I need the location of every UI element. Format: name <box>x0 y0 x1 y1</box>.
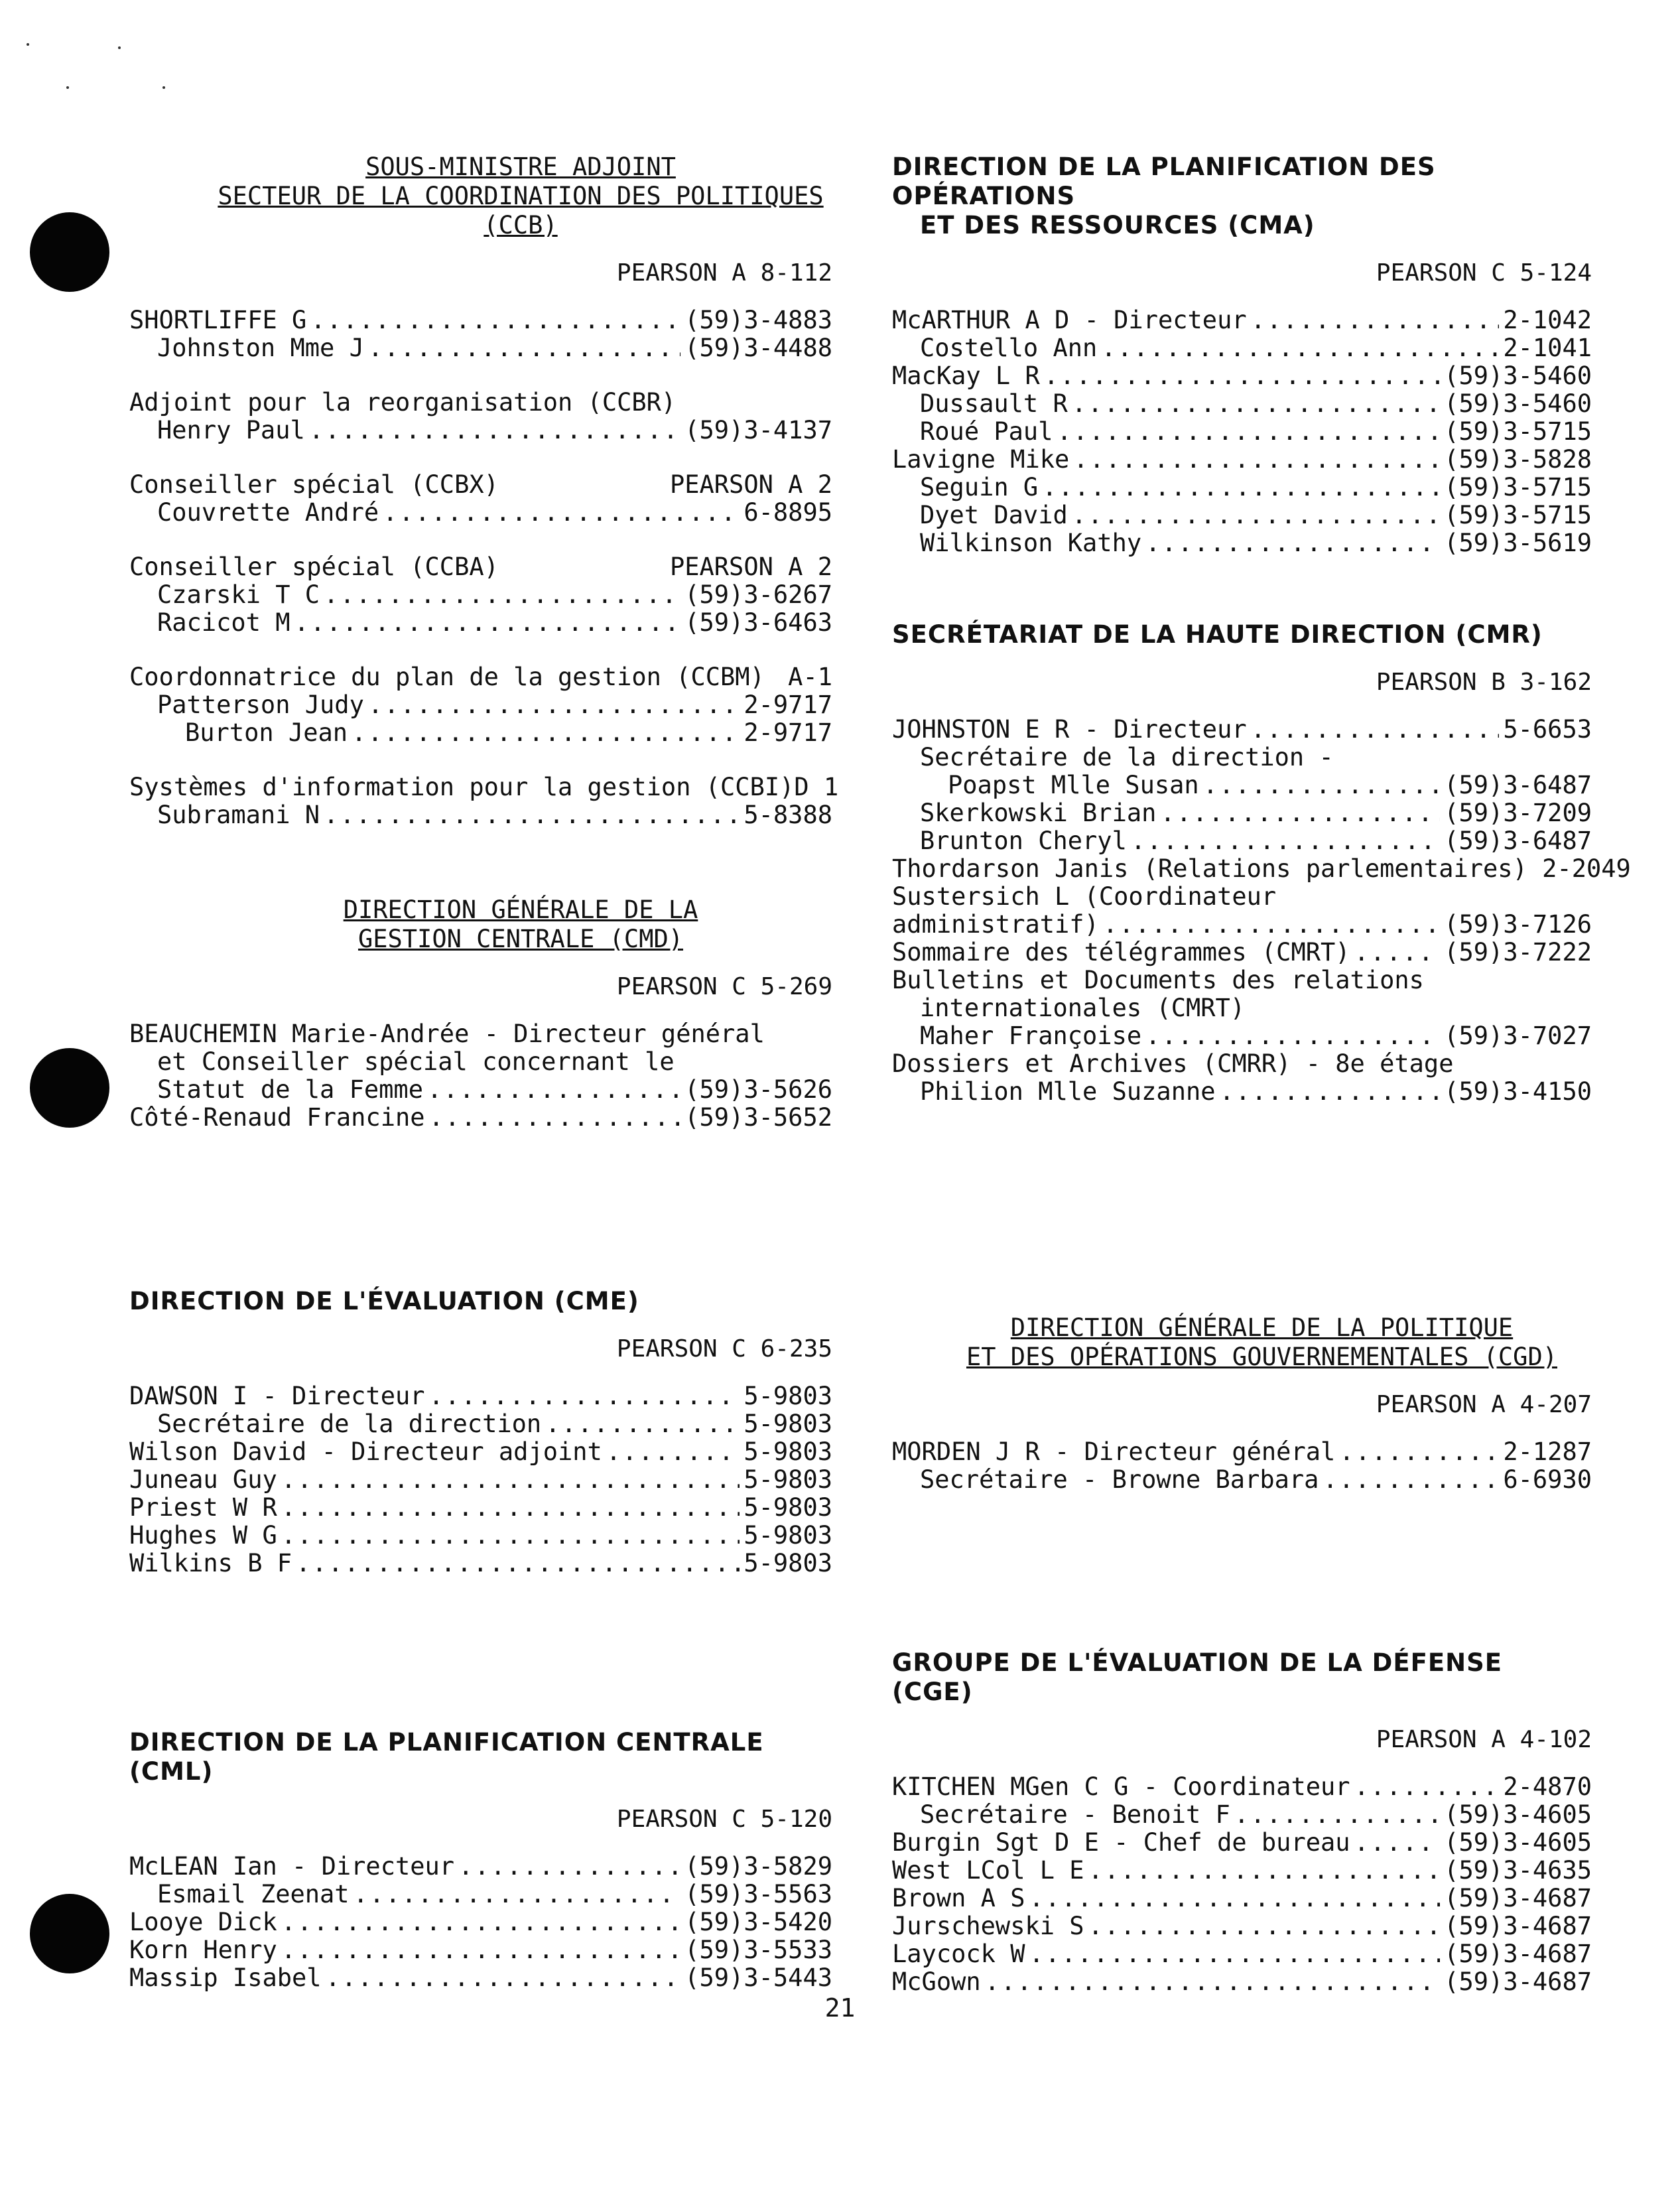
list-item: Laycock W ..... (59)3-4687 <box>892 1940 1592 1968</box>
list-item: McARTHUR A D - Directeur ..... 2-1042 <box>892 306 1592 334</box>
location: PEARSON B 3-162 <box>1376 669 1592 696</box>
page-number: 21 <box>824 1993 856 2023</box>
list-item: Looye Dick ..... (59)3-5420 <box>129 1908 832 1936</box>
section-cmr <box>892 620 1631 1106</box>
list-item: Couvrette André ..... 6-8895 <box>129 499 832 527</box>
location: PEARSON C 5-269 <box>616 973 832 1000</box>
section-title: SECTEUR DE LA COORDINATION DES POLITIQUES (CCB) <box>218 182 824 239</box>
section-ccb <box>129 153 839 829</box>
list-item: Jurschewski S ..... (59)3-4687 <box>892 1912 1592 1940</box>
list-item: Brown A S ..... (59)3-4687 <box>892 1885 1592 1912</box>
unit-label: Systèmes d'information pour la gestion (CCBI) D 1 <box>129 773 839 801</box>
list-item: MORDEN J R - Directeur général ..... 2-1287 <box>892 1438 1592 1466</box>
list-item: Dussault R ..... (59)3-5460 <box>892 390 1592 418</box>
unit-label: Adjoint pour la reorganisation (CCBR) <box>129 388 677 417</box>
list-item: Burgin Sgt D E - Chef de bureau ..... (59)3-4605 <box>892 1829 1592 1857</box>
unit-label: internationales (CMRT) <box>920 994 1246 1022</box>
scan-speck <box>66 86 69 89</box>
list-item: Brunton Cheryl ..... (59)3-6487 <box>892 827 1592 855</box>
list-item: Secrétaire - Browne Barbara ..... 6-6930 <box>892 1466 1592 1494</box>
scan-speck <box>162 86 165 89</box>
list-item: Seguin G ..... (59)3-5715 <box>892 474 1592 501</box>
list-item: Henry Paul ..... (59)3-4137 <box>129 417 832 444</box>
list-item: Massip Isabel ..... (59)3-5443 <box>129 1964 832 1992</box>
section-title: SOUS-MINISTRE ADJOINT <box>365 153 676 181</box>
unit-label: Conseiller spécial (CCBX) PEARSON A 2 <box>129 470 832 499</box>
list-item: McLEAN Ian - Directeur ..... (59)3-5829 <box>129 1853 832 1881</box>
section-title: DIRECTION DE L'ÉVALUATION (CME) <box>129 1287 639 1315</box>
list-item: Racicot M ..... (59)3-6463 <box>129 609 832 637</box>
list-item: Secrétaire de la direction - <box>920 743 1334 771</box>
section-title: GROUPE DE L'ÉVALUATION DE LA DÉFENSE (CGE) <box>892 1648 1503 1706</box>
list-item: McGown ..... (59)3-4687 <box>892 1968 1592 1996</box>
section-title: ET DES OPÉRATIONS GOUVERNEMENTALES (CGD) <box>966 1343 1558 1371</box>
section-cma <box>892 153 1592 557</box>
section-cge <box>892 1648 1592 1996</box>
list-item: Skerkowski Brian ..... (59)3-7209 <box>892 799 1592 827</box>
list-item: Priest W R ..... 5-9803 <box>129 1494 832 1522</box>
list-item: BEAUCHEMIN Marie-Andrée - Directeur général <box>129 1020 765 1048</box>
list-item: Secrétaire - Benoit F ..... (59)3-4605 <box>892 1801 1592 1829</box>
list-item: Patterson Judy ..... 2-9717 <box>129 691 832 719</box>
location: PEARSON C 5-124 <box>1376 259 1592 287</box>
list-item: Dyet David ..... (59)3-5715 <box>892 501 1592 529</box>
scan-speck <box>27 43 29 46</box>
punch-hole-middle <box>30 1048 109 1128</box>
list-item: Juneau Guy ..... 5-9803 <box>129 1466 832 1494</box>
list-item: MacKay L R ..... (59)3-5460 <box>892 362 1592 390</box>
list-item: Wilson David - Directeur adjoint ..... 5-9803 <box>129 1438 832 1466</box>
unit-label: Conseiller spécial (CCBA) PEARSON A 2 <box>129 553 832 581</box>
list-item: Sommaire des télégrammes (CMRT) ..... (59)3-7222 <box>892 939 1592 966</box>
list-item: Secrétaire de la direction ..... 5-9803 <box>129 1410 832 1438</box>
list-item: Poapst Mlle Susan ..... (59)3-6487 <box>892 771 1592 799</box>
list-item: KITCHEN MGen C G - Coordinateur ..... 2-4870 <box>892 1773 1592 1801</box>
list-item: SHORTLIFFE G ..... (59)3-4883 <box>129 306 832 334</box>
list-item: et Conseiller spécial concernant le <box>157 1047 675 1076</box>
section-cgd <box>892 1313 1592 1494</box>
list-item: Burton Jean ..... 2-9717 <box>129 719 832 747</box>
list-item: Côté-Renaud Francine ..... (59)3-5652 <box>129 1104 832 1132</box>
section-title: DIRECTION GÉNÉRALE DE LA POLITIQUE <box>1010 1313 1514 1342</box>
list-item: Thordarson Janis (Relations parlementaires) 2-2049 <box>892 854 1631 883</box>
section-cml <box>129 1728 832 1992</box>
list-item: Costello Ann ..... 2-1041 <box>892 334 1592 362</box>
location: PEARSON A 4-207 <box>1376 1391 1592 1418</box>
list-item: Wilkinson Kathy ..... (59)3-5619 <box>892 529 1592 557</box>
list-item: Johnston Mme J ..... (59)3-4488 <box>129 334 832 362</box>
section-cmd <box>129 896 832 1132</box>
list-item: Subramani N ..... 5-8388 <box>129 801 832 829</box>
list-item: Sustersich L (Coordinateur <box>892 882 1277 911</box>
location: PEARSON C 5-120 <box>616 1806 832 1833</box>
section-cme <box>129 1287 832 1577</box>
section-title: SECRÉTARIAT DE LA HAUTE DIRECTION (CMR) <box>892 620 1543 649</box>
punch-hole-top <box>30 212 109 292</box>
location: PEARSON C 6-235 <box>616 1335 832 1363</box>
scan-speck <box>118 46 121 49</box>
list-item: Esmail Zeenat ..... (59)3-5563 <box>129 1881 832 1908</box>
list-item: DAWSON I - Directeur ..... 5-9803 <box>129 1382 832 1410</box>
list-item: Czarski T C ..... (59)3-6267 <box>129 581 832 609</box>
list-item: administratif) ..... (59)3-7126 <box>892 911 1592 939</box>
section-title: DIRECTION DE LA PLANIFICATION CENTRALE (CML) <box>129 1728 764 1786</box>
location: PEARSON A 4-102 <box>1376 1726 1592 1753</box>
list-item: Philion Mlle Suzanne ..... (59)3-4150 <box>892 1078 1592 1106</box>
list-item: Wilkins B F ..... 5-9803 <box>129 1550 832 1577</box>
unit-label: Bulletins et Documents des relations <box>892 966 1424 994</box>
location: PEARSON A 8-112 <box>616 259 832 287</box>
list-item: Statut de la Femme ..... (59)3-5626 <box>129 1076 832 1104</box>
list-item: Hughes W G ..... 5-9803 <box>129 1522 832 1550</box>
list-item: West LCol L E ..... (59)3-4635 <box>892 1857 1592 1885</box>
list-item: Maher Françoise ..... (59)3-7027 <box>892 1022 1592 1050</box>
list-item: Korn Henry ..... (59)3-5533 <box>129 1936 832 1964</box>
list-item: JOHNSTON E R - Directeur ..... 5-6653 <box>892 716 1592 744</box>
list-item: Lavigne Mike ..... (59)3-5828 <box>892 446 1592 474</box>
section-title: DIRECTION GÉNÉRALE DE LA <box>343 896 698 924</box>
list-item: Roué Paul ..... (59)3-5715 <box>892 418 1592 446</box>
section-title: DIRECTION DE LA PLANIFICATION DES OPÉRATIONS ET DES RESSOURCES (CMA) <box>892 153 1436 239</box>
unit-label: Coordonnatrice du plan de la gestion (CCBM) A-1 <box>129 663 832 691</box>
punch-hole-bottom <box>30 1894 109 1973</box>
unit-label: Dossiers et Archives (CMRR) - 8e étage <box>892 1049 1454 1078</box>
section-title: GESTION CENTRALE (CMD) <box>357 925 684 953</box>
